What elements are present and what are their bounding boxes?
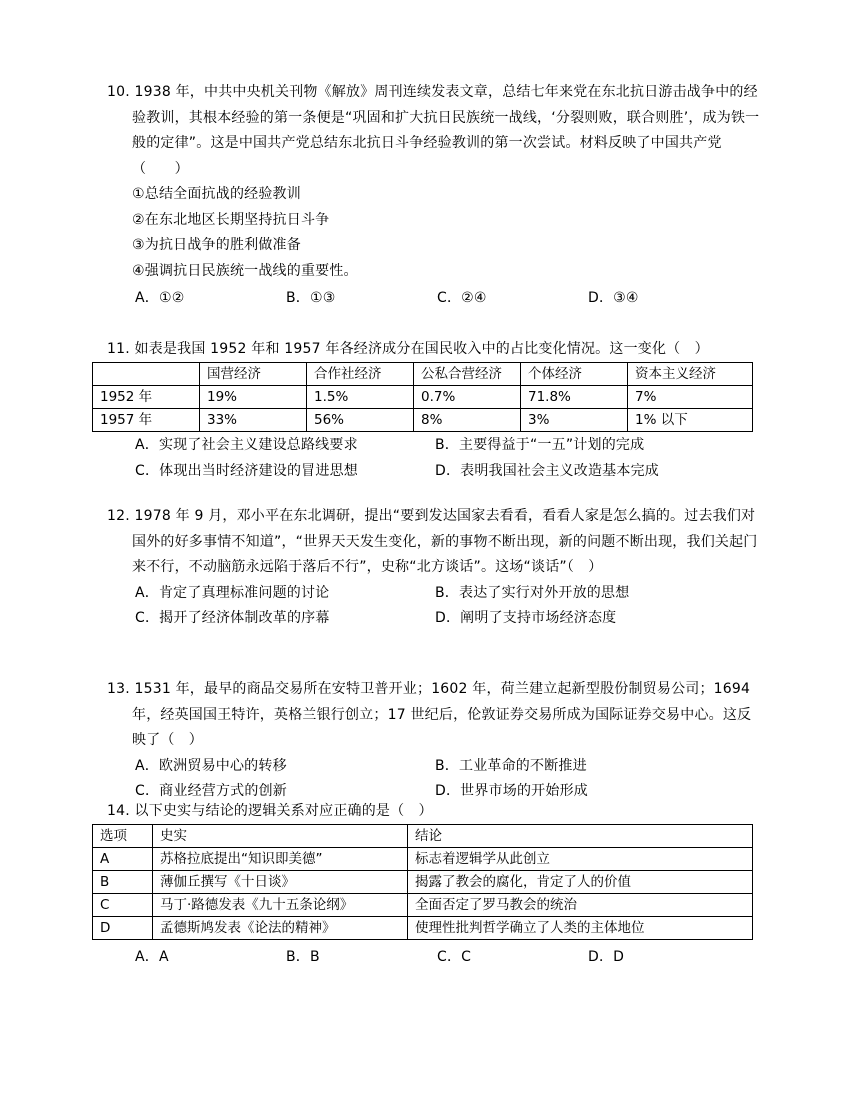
option-c[interactable]: C．C [437, 949, 472, 965]
table-cell: 33% [200, 409, 307, 432]
question-13 [107, 677, 762, 805]
option-a[interactable]: A．肯定了真理标准问题的讨论 [135, 584, 330, 601]
table-cell: 3% [521, 409, 628, 432]
option-c[interactable]: C．商业经营方式的创新 [135, 783, 287, 799]
question-stem: 10. 1938 年，中共中央机关刊物《解放》周刊连续发表文章，总结七年来党在东北抗日游击战争中的经验教训，其根本经验的第一条便是“巩固和扩大抗日民族统一战线，‘分裂则败，联合则胜’，成为铁一般的定律”。这是中国共产党总结东北抗日斗争经验教训的第一次尝试。材料反映了中国共产党（ ） [107, 84, 760, 177]
question-14-options [107, 943, 762, 971]
question-14 [107, 799, 762, 825]
statement: ②在东北地区长期坚持抗日斗争 [132, 211, 330, 228]
table-cell: 1% 以下 [628, 409, 753, 432]
table-cell: B [93, 871, 153, 894]
table-row [93, 894, 753, 917]
history-table [92, 824, 753, 940]
table-cell: 史实 [153, 825, 408, 848]
table-cell: 使理性批判哲学确立了人类的主体地位 [408, 917, 753, 940]
option-d[interactable]: D．D [588, 949, 625, 965]
table-cell: 揭露了教会的腐化，肯定了人的价值 [408, 871, 753, 894]
option-b[interactable]: B．表达了实行对外开放的思想 [435, 584, 630, 601]
table-header-row [93, 363, 753, 386]
table-cell: 资本主义经济 [628, 363, 753, 386]
option-d[interactable]: D．世界市场的开始形成 [435, 783, 588, 799]
option-a[interactable]: A．A [135, 949, 169, 965]
table-cell: 19% [200, 386, 307, 409]
option-d[interactable]: D．表明我国社会主义改造基本完成 [435, 462, 659, 479]
table-cell: D [93, 917, 153, 940]
option-b[interactable]: B．主要得益于“一五”计划的完成 [435, 437, 645, 453]
table-cell: 孟德斯鸠发表《论法的精神》 [153, 917, 408, 940]
statement: ④强调抗日民族统一战线的重要性。 [132, 262, 358, 279]
table-cell [93, 363, 200, 386]
table-cell: 公私合营经济 [414, 363, 521, 386]
options [107, 945, 762, 971]
economy-table [92, 362, 753, 432]
option-c[interactable]: C．②④ [437, 290, 487, 306]
table-header-row [93, 825, 753, 848]
options [107, 754, 762, 805]
option-c[interactable]: C．体现出当时经济建设的冒进思想 [135, 462, 358, 479]
table-cell: 8% [414, 409, 521, 432]
table-cell: 0.7% [414, 386, 521, 409]
options [107, 286, 762, 312]
table-cell: 56% [307, 409, 414, 432]
table-cell: 1.5% [307, 386, 414, 409]
option-a[interactable]: A．实现了社会主义建设总路线要求 [135, 437, 358, 453]
question-stem: 11. 如表是我国 1952 年和 1957 年各经济成分在国民收入中的占比变化情况。这一变化（ ） [107, 341, 709, 357]
table-cell: 薄伽丘撰写《十日谈》 [153, 871, 408, 894]
question-12 [107, 504, 762, 632]
table-cell: 马丁·路德发表《九十五条论纲》 [153, 894, 408, 917]
option-b[interactable]: B．B [286, 949, 320, 965]
table-row [93, 409, 753, 432]
question-11-options [107, 433, 762, 484]
table-cell: 1952 年 [93, 386, 200, 409]
table-cell: A [93, 848, 153, 871]
question-stem: 12. 1978 年 9 月，邓小平在东北调研，提出“要到发达国家去看看，看看人家是怎么搞的。过去我们对国外的好多事情不知道”，“世界天天发生变化，新的事物不断出现，新的问题不断出现，我们关起门来不行，不动脑筋永远陷于落后不行”，史称“北方谈话”。这场“谈话”（ ） [107, 508, 758, 575]
options [107, 581, 762, 632]
table-row [93, 386, 753, 409]
options [107, 433, 762, 484]
table-cell: 7% [628, 386, 753, 409]
table-cell: 71.8% [521, 386, 628, 409]
table-cell: 标志着逻辑学从此创立 [408, 848, 753, 871]
question-stem: 13. 1531 年，最早的商品交易所在安特卫普开业；1602 年，荷兰建立起新型股份制贸易公司；1694 年，经英国国王特许，英格兰银行创立；17 世纪后，伦敦证券交易所成为国际证券交易中心。这反映了（ ） [107, 681, 752, 748]
option-b[interactable]: B．工业革命的不断推进 [435, 757, 587, 774]
statement: ③为抗日战争的胜利做准备 [132, 237, 301, 253]
table-row [93, 848, 753, 871]
option-d[interactable]: D．③④ [588, 290, 639, 306]
option-d[interactable]: D．阐明了支持市场经济态度 [435, 610, 617, 626]
option-a[interactable]: A．①② [135, 290, 185, 306]
table-cell: 1957 年 [93, 409, 200, 432]
option-a[interactable]: A．欧洲贸易中心的转移 [135, 757, 287, 774]
question-10 [107, 80, 762, 312]
table-cell: 全面否定了罗马教会的统治 [408, 894, 753, 917]
table-cell: 选项 [93, 825, 153, 848]
table-cell: 个体经济 [521, 363, 628, 386]
question-stem: 14. 以下史实与结论的逻辑关系对应正确的是（ ） [107, 803, 433, 819]
table-cell: 合作社经济 [307, 363, 414, 386]
option-b[interactable]: B．①③ [286, 290, 336, 306]
table-cell: 国营经济 [200, 363, 307, 386]
table-row [93, 917, 753, 940]
table-row [93, 871, 753, 894]
table-cell: 苏格拉底提出“知识即美德” [153, 848, 408, 871]
statement: ①总结全面抗战的经验教训 [132, 186, 301, 202]
table-cell: C [93, 894, 153, 917]
question-11 [107, 337, 762, 363]
table-cell: 结论 [408, 825, 753, 848]
option-c[interactable]: C．揭开了经济体制改革的序幕 [135, 610, 330, 626]
